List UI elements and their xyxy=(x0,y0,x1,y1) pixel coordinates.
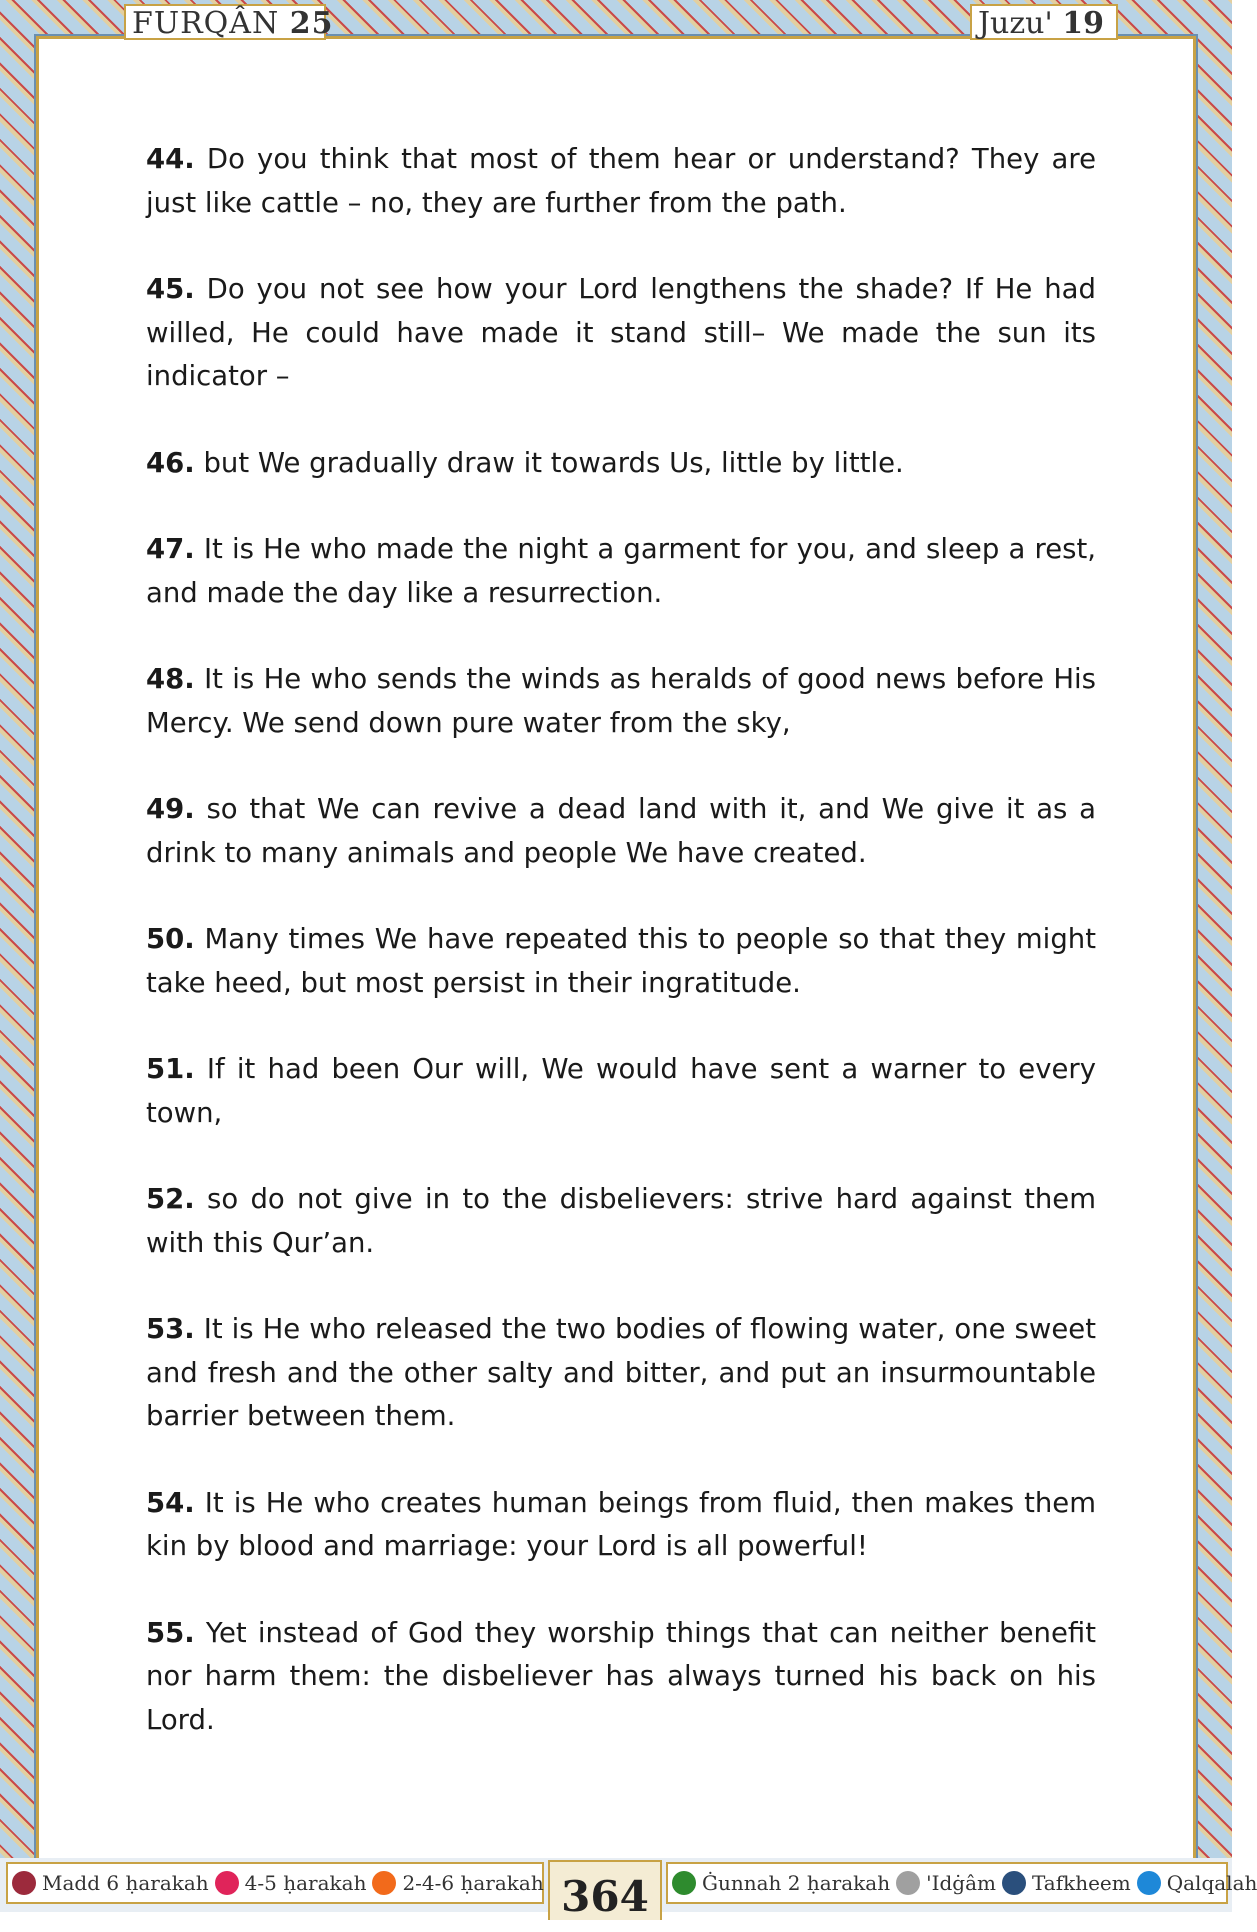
verse-text: so do not give in to the disbelievers: strive hard against them with this Qur’an. xyxy=(146,1183,1096,1259)
legend-label: Madd 6 ḥarakah xyxy=(42,1871,209,1895)
surah-header xyxy=(124,4,334,41)
legend-label: Tafkheem xyxy=(1031,1871,1131,1895)
verse-text: It is He who creates human beings from fluid, then makes them kin by blood and marriage: your Lord is all powerful! xyxy=(146,1486,1096,1562)
juz-label: Juzu' xyxy=(978,6,1053,41)
surah-name: FURQÂN xyxy=(132,6,280,41)
verse-48 xyxy=(146,658,1096,745)
verse-text: Do you not see how your Lord lengthens the shade? If He had willed, He could have made it stand still– We made the sun its indicator – xyxy=(146,273,1096,392)
surah-number: 25 xyxy=(289,6,334,41)
verse-55 xyxy=(146,1612,1096,1743)
verse-text: It is He who released the two bodies of flowing water, one sweet and fresh and the other salty and bitter, and put an insurmountable barrier between them. xyxy=(146,1313,1096,1432)
page-number: 364 xyxy=(548,1860,662,1920)
verse-45 xyxy=(146,268,1096,399)
verse-list xyxy=(146,138,1096,1785)
verse-number: 50. xyxy=(146,923,195,955)
legend-label: Ġunnah 2 ḥarakah xyxy=(702,1871,891,1895)
verse-text: It is He who sends the winds as heralds of good news before His Mercy. We send down pure water from the sky, xyxy=(146,663,1096,739)
verse-49 xyxy=(146,788,1096,875)
verse-number: 55. xyxy=(146,1616,195,1649)
madd-2-4-6-dot-icon xyxy=(372,1871,396,1895)
verse-54 xyxy=(146,1482,1096,1569)
verse-text: Do you think that most of them hear or understand? They are just like cattle – no, they are further from the path. xyxy=(146,143,1096,219)
verse-44 xyxy=(146,138,1096,225)
verse-number: 52. xyxy=(146,1183,195,1215)
verse-50 xyxy=(146,918,1096,1005)
verse-number: 44. xyxy=(146,143,195,175)
legend-label: 2-4-6 ḥarakah xyxy=(402,1871,544,1895)
verse-number: 49. xyxy=(146,793,195,825)
legend-label: Qalqalah xyxy=(1166,1871,1257,1895)
verse-52 xyxy=(146,1178,1096,1265)
verse-number: 54. xyxy=(146,1486,195,1519)
legend-group-rules xyxy=(666,1862,1257,1904)
juz-number: 19 xyxy=(1062,6,1105,41)
verse-text: If it had been Our will, We would have sent a warner to every town, xyxy=(146,1053,1096,1129)
gunnah-dot-icon xyxy=(672,1871,696,1895)
verse-number: 45. xyxy=(146,273,195,305)
verse-text: Yet instead of God they worship things that can neither benefit nor harm them: the disbeliever has always turned his back on his Lord. xyxy=(146,1616,1096,1736)
verse-number: 53. xyxy=(146,1313,195,1345)
idgam-dot-icon xyxy=(896,1871,920,1895)
juz-header xyxy=(970,4,1118,40)
legend-label: 4-5 ḥarakah xyxy=(244,1871,367,1895)
verse-text: It is He who made the night a garment for you, and sleep a rest, and made the day like a resurrection. xyxy=(146,533,1096,609)
madd-4-5-dot-icon xyxy=(215,1871,239,1895)
legend-group-madd xyxy=(6,1862,544,1904)
verse-text: Many times We have repeated this to people so that they might take heed, but most persist in their ingratitude. xyxy=(146,923,1096,999)
verse-text: but We gradually draw it towards Us, little by little. xyxy=(203,446,904,479)
verse-46 xyxy=(146,442,1096,486)
verse-number: 51. xyxy=(146,1053,195,1085)
madd-6-dot-icon xyxy=(12,1871,36,1895)
verse-text: so that We can revive a dead land with it, and We give it as a drink to many animals and people We have created. xyxy=(146,793,1096,869)
verse-number: 46. xyxy=(146,446,195,479)
verse-53 xyxy=(146,1308,1096,1439)
verse-47 xyxy=(146,528,1096,615)
verse-51 xyxy=(146,1048,1096,1135)
qalqalah-dot-icon xyxy=(1137,1871,1161,1895)
verse-number: 47. xyxy=(146,533,195,565)
legend-label: 'Idġâm xyxy=(926,1871,996,1895)
tafkheem-dot-icon xyxy=(1002,1871,1026,1895)
verse-number: 48. xyxy=(146,663,195,695)
